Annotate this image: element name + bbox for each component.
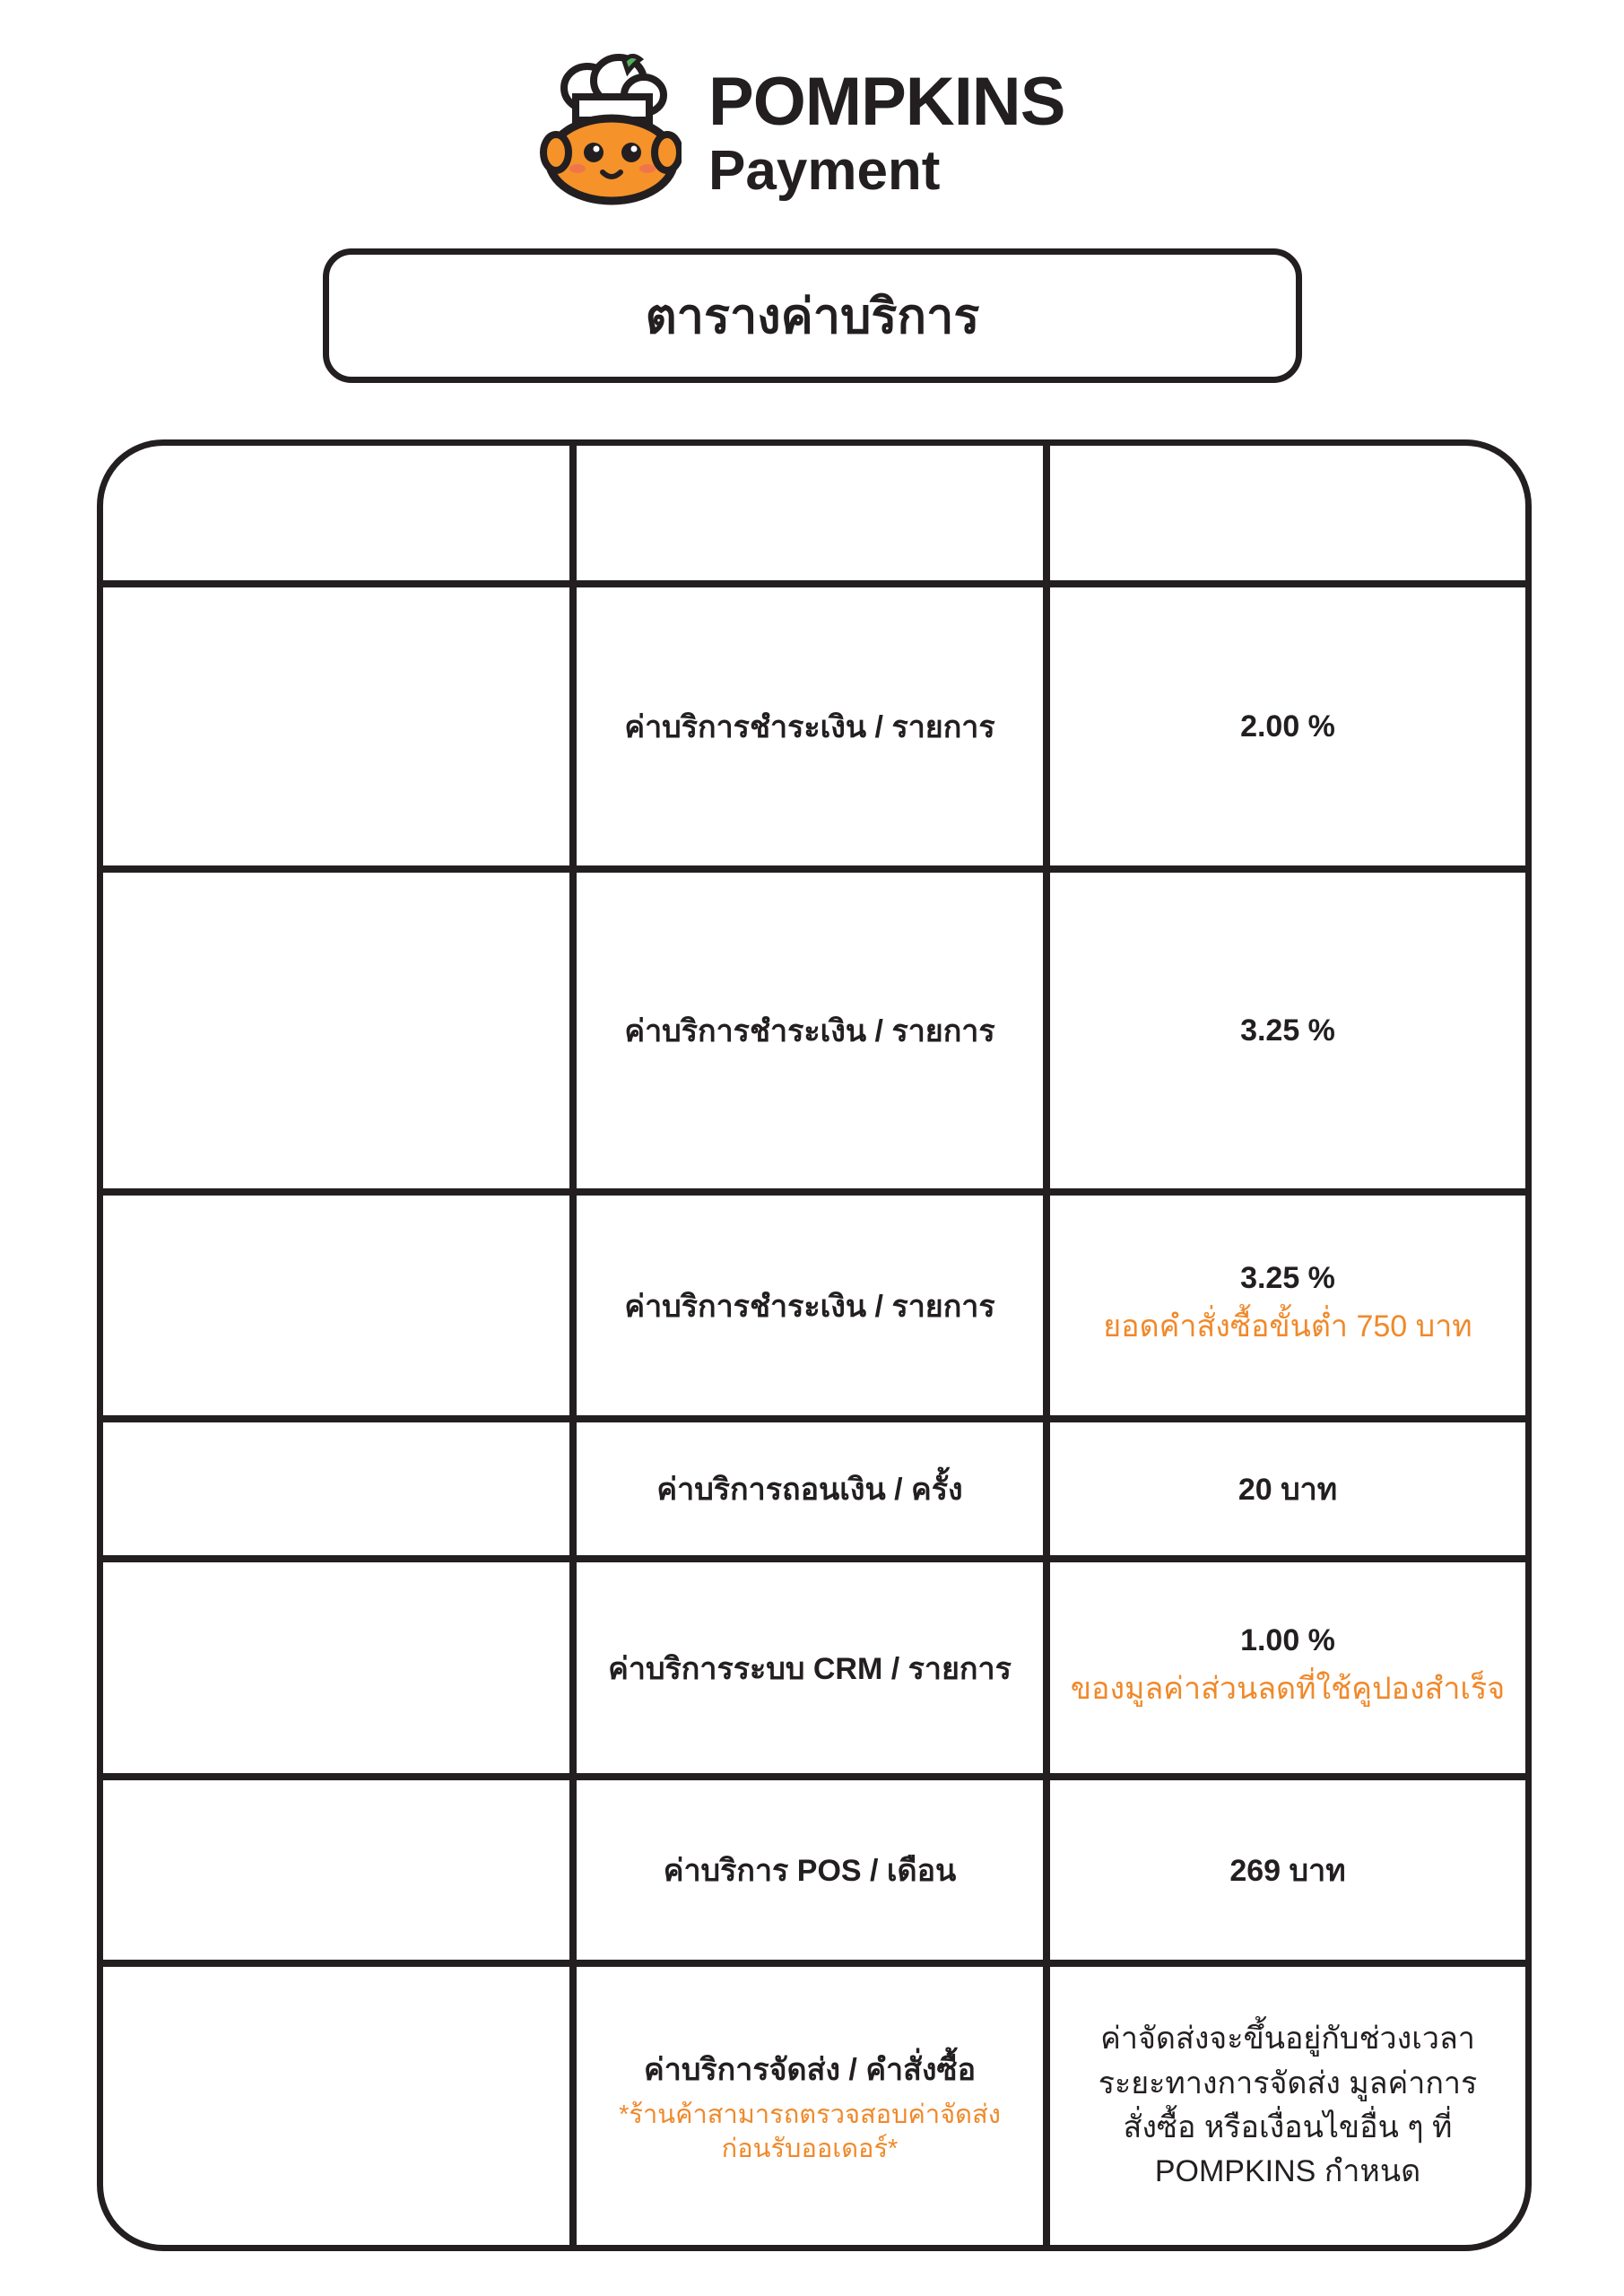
method-list: [175, 963, 498, 1147]
detail-value: ค่าบริการจัดส่ง / คำสั่งซื้อ: [644, 2053, 976, 2088]
method-block: [175, 914, 498, 1147]
detail-cell: ค่าบริการถอนเงิน / ครั้ง: [577, 1422, 1043, 1555]
method-note: (กรณีร้านค้าเปิดใช้งานระบบ CRM): [118, 1702, 554, 1735]
method-cell: [103, 587, 569, 865]
detail-cell: ค่าบริการระบบ CRM / รายการ: [577, 1562, 1043, 1773]
pompkins-mascot-logo-icon: [538, 54, 682, 206]
method-list: [183, 683, 491, 821]
rate-cell: 20 บาท: [1050, 1422, 1525, 1555]
rate-note: ของมูลค่าส่วนลดที่ใช้คูปองสำเร็จ: [1070, 1672, 1506, 1706]
table-row: [103, 1967, 1525, 2245]
method-item: • Credit / Debit Card: [175, 1101, 498, 1147]
rate-text-line: POMPKINS กำหนด: [1154, 2154, 1421, 2189]
table-row: [103, 873, 1525, 1188]
detail-note: [589, 2099, 1030, 2166]
header-detail: [577, 446, 1043, 580]
header-rate: [1050, 446, 1525, 580]
rate-text-line: ค่าจัดส่งจะขึ้นอยู่กับช่วงเวลา: [1100, 2022, 1475, 2057]
detail-cell: [577, 1967, 1043, 2245]
rate-text-line: สั่งซื้อ หรือเงื่อนไขอื่น ๆ ที่: [1123, 2110, 1453, 2144]
rate-value: 1.00 %: [1240, 1623, 1335, 1657]
detail-cell: ค่าบริการ POS / เดือน: [577, 1780, 1043, 1960]
fee-table-container: [97, 439, 1532, 2251]
rate-note: ยอดคำสั่งซื้อขั้นต่ำ 750 บาท: [1103, 1309, 1472, 1344]
brand-name: POMPKINS: [708, 64, 1065, 140]
brand-subtitle: Payment: [708, 140, 941, 202]
fee-table: [97, 439, 1532, 2251]
detail-cell: ค่าบริการชำระเงิน / รายการ: [577, 873, 1043, 1188]
rate-value: 3.25 %: [1240, 1261, 1335, 1295]
rate-cell: 3.25 %: [1050, 873, 1525, 1188]
method-title: บริการเสริม - POS: [192, 1822, 481, 1862]
method-item: • TrueMoney Wallet: [175, 1009, 498, 1055]
rate-cell: [1050, 1967, 1525, 2245]
method-block: [193, 1257, 480, 1352]
header-rate-sublabel: (ไม่รวมภาษีมูลค่าเพิ่ม 7%): [1115, 527, 1461, 561]
rate-text-line: ระยะทางการจัดส่ง มูลค่าการ: [1098, 2066, 1478, 2100]
table-row: [103, 1780, 1525, 1960]
method-item: • Alipay: [183, 774, 491, 820]
table-row: [103, 1196, 1525, 1415]
page-title-box: [323, 248, 1302, 383]
method-title: บริการจัดส่ง: [242, 2087, 430, 2126]
rate-text: [1063, 2017, 1513, 2194]
method-title-line2: (CRM): [283, 1650, 389, 1691]
rate-cell: [1050, 1562, 1525, 1773]
header-detail-label: รายละเอียดค่าบริการ: [646, 494, 974, 534]
header-method: [103, 446, 569, 580]
method-item: • Thai QR Payment: [183, 683, 491, 728]
method-item: • เป๋าตัง: [193, 1307, 312, 1352]
table-row: [103, 587, 1525, 865]
method-cell: [103, 1196, 569, 1415]
detail-note-line: ก่อนรับออเดอร์*: [721, 2135, 899, 2163]
method-title: Payment Service: [182, 632, 470, 673]
method-list: [193, 1307, 312, 1352]
table-row: [103, 1422, 1525, 1555]
method-title: Payment Service: [175, 913, 463, 953]
method-cell: [103, 1562, 569, 1773]
detail-cell: ค่าบริการชำระเงิน / รายการ: [577, 1196, 1043, 1415]
method-title-line2: (กรณีซื้อเพิ่ม): [234, 1880, 439, 1919]
page-title: ตารางค่าบริการ: [645, 290, 980, 344]
table-row: [103, 1562, 1525, 1773]
method-block: [183, 633, 491, 821]
method-title: Payment Service: [192, 1257, 481, 1298]
method-cell: [103, 1967, 569, 2245]
rate-cell: 2.00 %: [1050, 587, 1525, 865]
detail-note-line: *ร้านค้าสามารถตรวจสอบค่าจัดส่ง: [619, 2100, 1001, 2130]
method-item: • WeChat Pay: [183, 728, 491, 774]
table-header-row: [103, 446, 1525, 580]
method-cell: [103, 1422, 569, 1555]
method-title: บริการถอนเงิน: [223, 1470, 449, 1509]
method-item: • Shopee Pay: [175, 1056, 498, 1101]
method-title: ระบบบริการส่งเสริมการขาย: [120, 1603, 552, 1643]
header-method-label: วิธีการชำระเงิน: [215, 494, 457, 534]
method-item: • Rabbit LINE Pay: [175, 963, 498, 1009]
method-cell: [103, 873, 569, 1188]
brand-header: [538, 54, 1112, 215]
method-cell: [103, 1780, 569, 1960]
rate-cell: [1050, 1196, 1525, 1415]
detail-cell: ค่าบริการชำระเงิน / รายการ: [577, 587, 1043, 865]
rate-cell: 269 บาท: [1050, 1780, 1525, 1960]
header-rate-label: อัตราค่าบริการ: [1171, 468, 1404, 508]
